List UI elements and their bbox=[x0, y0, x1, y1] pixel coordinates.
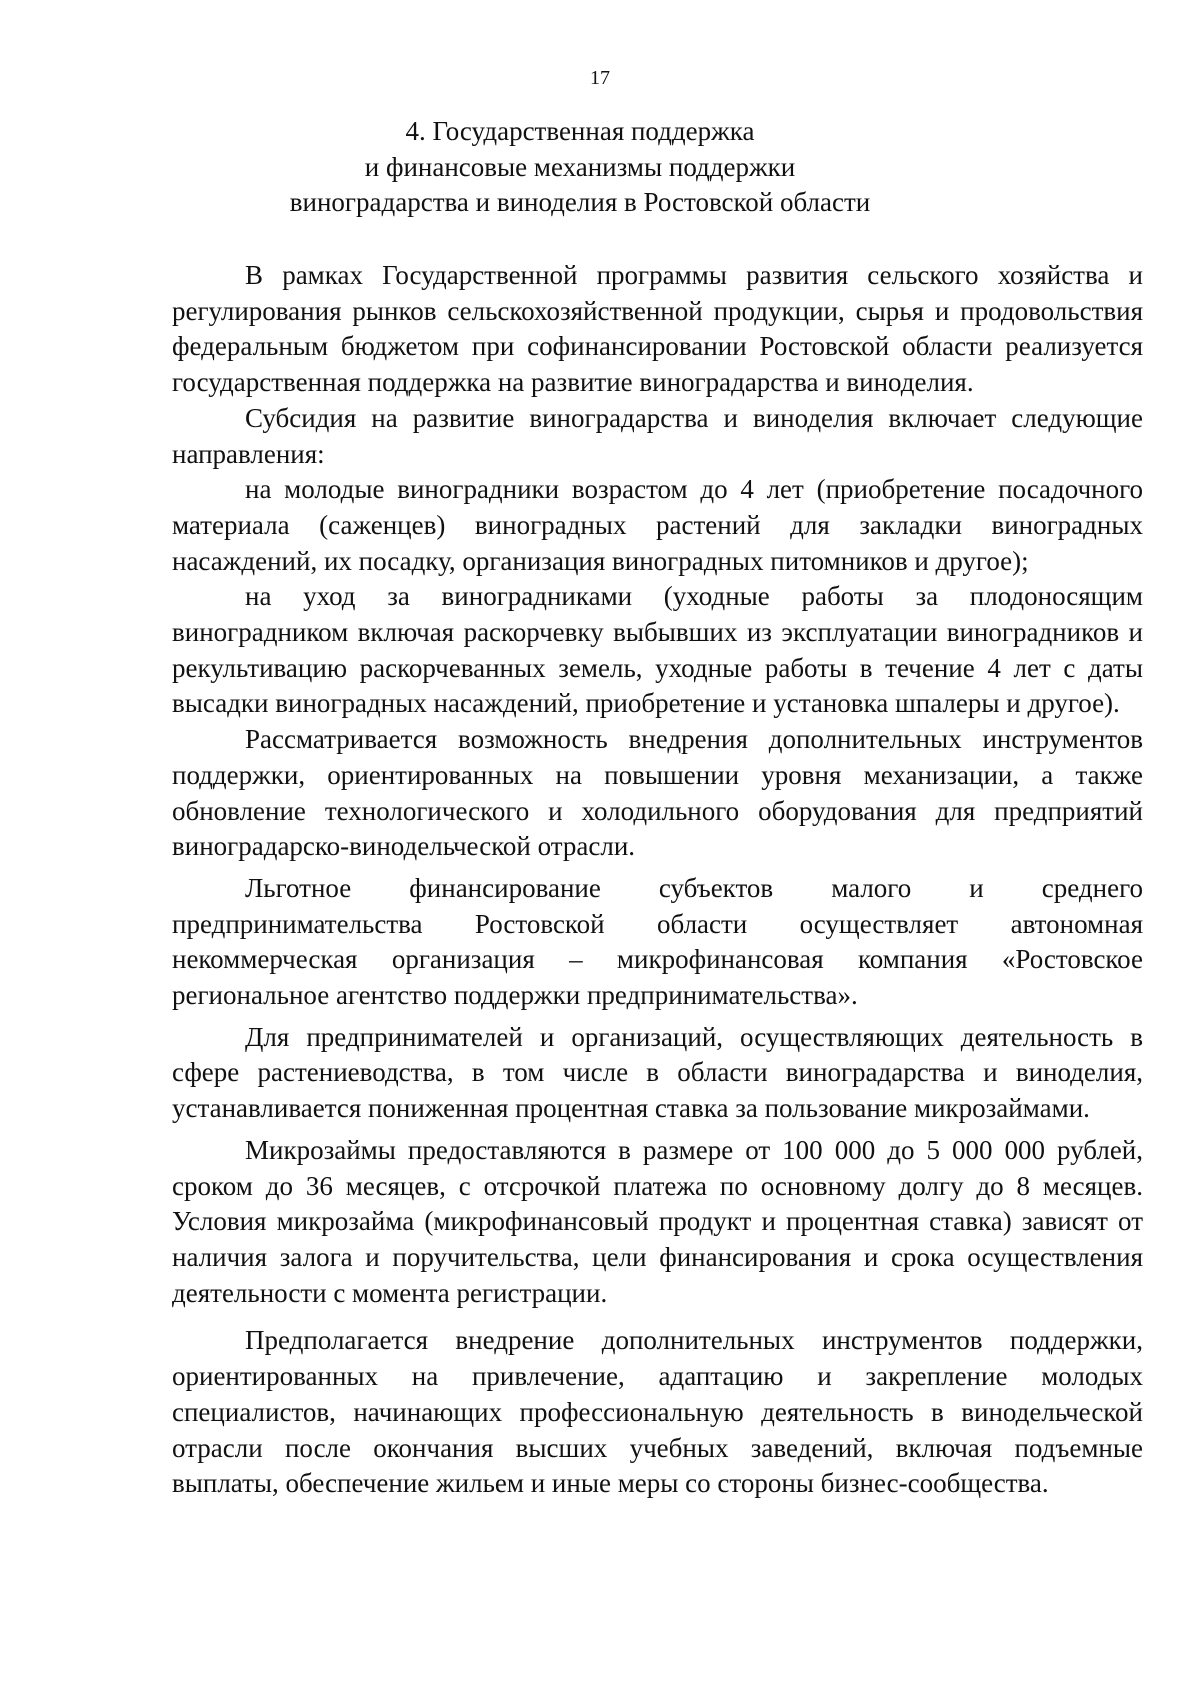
paragraph-additional-instruments: Рассматривается возможность внедрения дополнительных инструментов поддержки, ориентированных на повышении уровня механизации, а также обновление технологического и холодильного оборудования для предприятий виноградарско-винодельческой отрасли. bbox=[172, 724, 1143, 862]
paragraph-reduced-rate: Для предпринимателей и организаций, осуществляющих деятельность в сфере растениеводства, в том числе в области виноградарства и виноделия, устанавливается пониженная процентная ставка за пользование микрозаймами. bbox=[172, 1021, 1143, 1124]
paragraph-vineyard-care: на уход за виноградниками (уходные работы за плодоносящим виноградником включая раскорчевку выбывших из эксплуатации виноградников и рекультивацию раскорчеванных земель, уходные работы в течение 4 лет с даты высадки виноградных насаждений, приобретение и установка шпалеры и другое). bbox=[172, 581, 1143, 719]
section-heading-line-1: 4. Государственная поддержка bbox=[405, 116, 755, 146]
section-heading-line-3: виноградарства и виноделия в Ростовской области bbox=[289, 187, 871, 217]
document-body bbox=[172, 258, 1143, 1502]
paragraph-state-program: В рамках Государственной программы развития сельского хозяйства и регулирования рынков сельскохозяйственной продукции, сырья и продовольствия федеральным бюджетом при софинансировании Ростовской области реализуется государственная поддержка на развитие виноградарства и виноделия. bbox=[172, 260, 1143, 398]
paragraph-young-specialists: Предполагается внедрение дополнительных инструментов поддержки, ориентированных на привлечение, адаптацию и закрепление молодых специалистов, начинающих профессиональную деятельность в винодельческой отрасли после окончания высших учебных заведений, включая подъемные выплаты, обеспечение жильем и иные меры со стороны бизнес-сообщества. bbox=[172, 1325, 1143, 1499]
section-heading-line-2: и финансовые механизмы поддержки bbox=[364, 151, 796, 182]
page-number: 17 bbox=[590, 67, 610, 89]
paragraph-preferential-financing: Льготное финансирование субъектов малого и среднего предпринимательства Ростовской области осуществляет автономная некоммерческая организация – микрофинансовая компания «Ростовское региональное агентство поддержки предпринимательства». bbox=[172, 872, 1143, 1011]
paragraph-subsidy-directions: Субсидия на развитие виноградарства и виноделия включает следующие направления: bbox=[172, 402, 1143, 469]
section-heading bbox=[200, 114, 960, 221]
paragraph-microloans: Микрозаймы предоставляются в размере от 100 000 до 5 000 000 рублей, сроком до 36 месяцев, с отсрочкой платежа по основному долгу до 8 месяцев. Условия микрозайма (микрофинансовый продукт и процентная ставка) зависят от наличия залога и поручительства, цели финансирования и срока осуществления деятельности с момента регистрации. bbox=[172, 1134, 1143, 1308]
paragraph-young-vineyards: на молодые виноградники возрастом до 4 лет (приобретение посадочного материала (саженцев) виноградных растений для закладки виноградных насаждений, их посадку, организация виноградных питомников и другое); bbox=[172, 474, 1143, 576]
